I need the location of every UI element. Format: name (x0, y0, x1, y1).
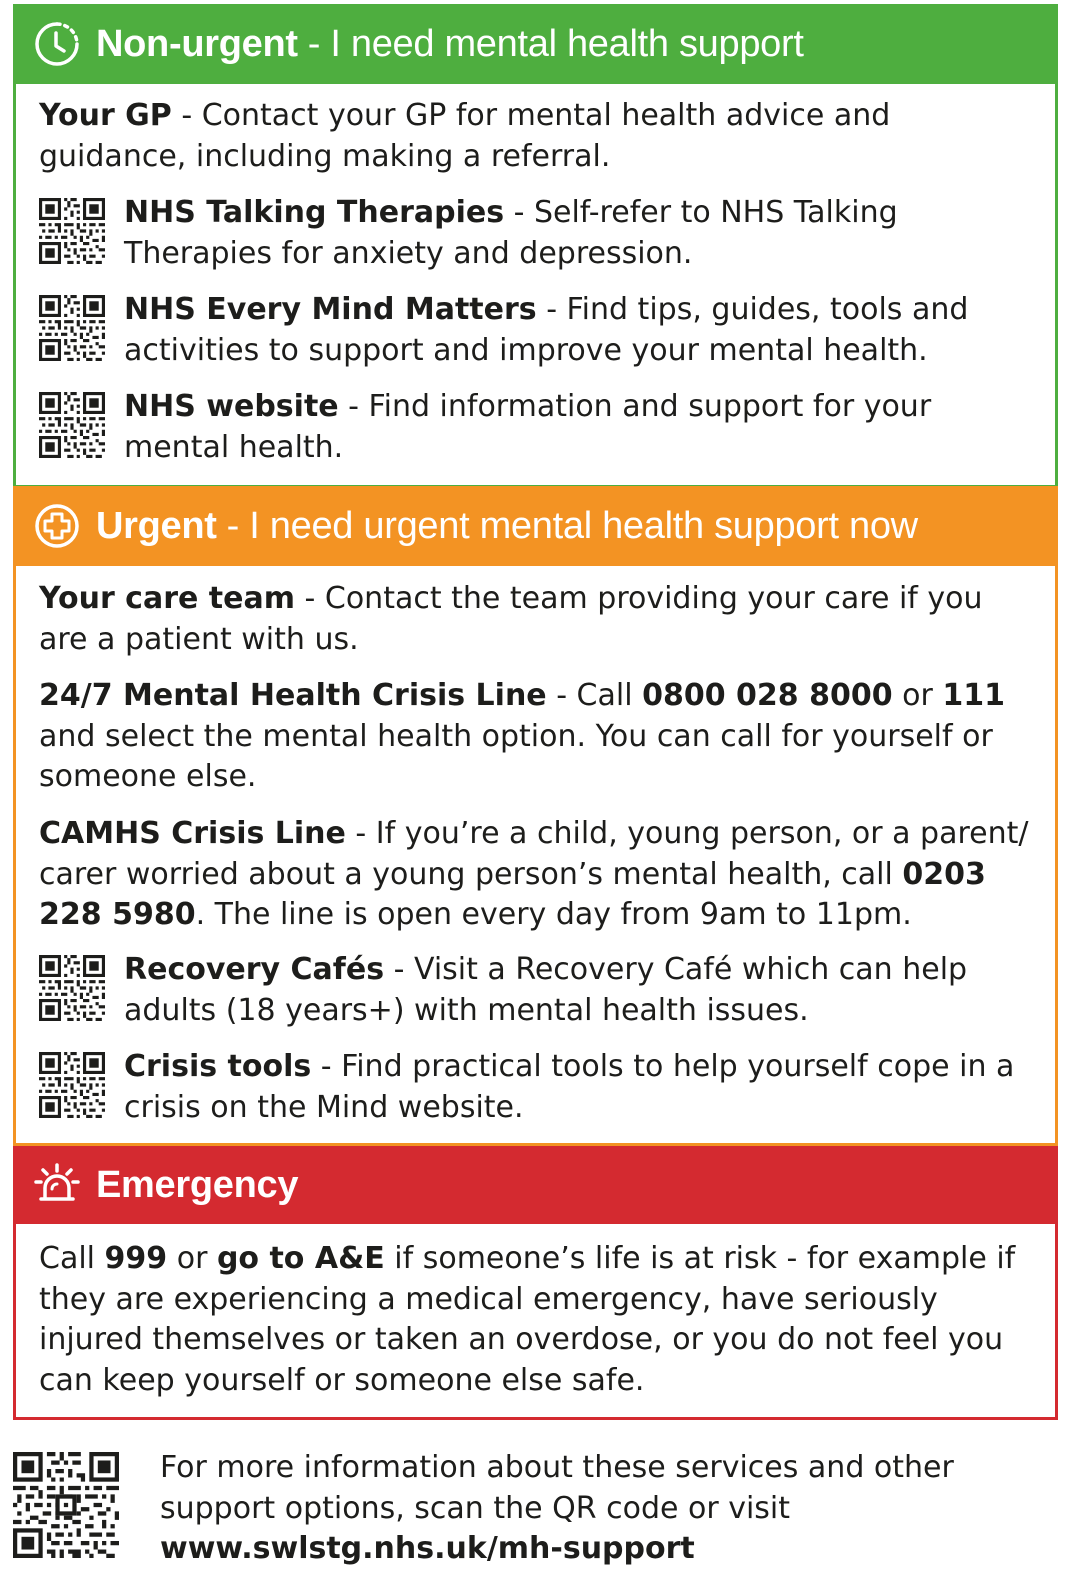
emergency-call: Call (39, 1241, 105, 1276)
care-team-entry (39, 579, 1037, 660)
crisis-tools-name: Crisis tools (124, 1049, 312, 1084)
crisis-line-entry (39, 676, 1037, 798)
emergency-desc: if someone’s life is at risk - for example if they are experiencing a medical emergency, have seriously injured themselves or taken an overdose, or you do not feel you can keep yourself or someone else safe. (39, 1241, 1016, 1398)
plus-circle-icon (32, 501, 82, 551)
every-mind-matters-entry (39, 290, 1037, 371)
clock-icon (32, 19, 82, 69)
recovery-cafes-desc: - Visit a Recovery Café which can help adults (18 years+) with mental health issues. (124, 952, 968, 1028)
recovery-cafes-name: Recovery Cafés (124, 952, 385, 987)
emergency-number[interactable]: 999 (104, 1241, 168, 1276)
non-urgent-header (13, 4, 1058, 84)
emergency-section (13, 1146, 1058, 1420)
urgent-subtitle: - I need urgent mental health support now (226, 504, 918, 547)
emergency-text (39, 1239, 1037, 1401)
urgent-section (13, 486, 1058, 1146)
emergency-ae: go to A&E (216, 1241, 385, 1276)
camhs-hours: . The line is open every day from 9am to 11pm. (195, 897, 912, 932)
crisis-line-or: or (892, 678, 943, 713)
gp-entry (39, 96, 1037, 177)
every-mind-matters-desc: - Find tips, guides, tools and activities to support and improve your mental health. (124, 292, 969, 368)
crisis-line-alt-phone[interactable]: 111 (942, 678, 1005, 713)
urgent-body (13, 566, 1058, 1146)
footer (13, 1448, 1058, 1568)
camhs-name: CAMHS Crisis Line (39, 816, 346, 851)
emergency-body (13, 1224, 1058, 1420)
non-urgent-section (13, 4, 1058, 488)
gp-desc: - Contact your GP for mental health advice and guidance, including making a referral. (39, 98, 891, 174)
camhs-desc: - If you’re a child, young person, or a parent/ carer worried about a young person’s mental health, call (39, 816, 1029, 892)
every-mind-matters-name: NHS Every Mind Matters (124, 292, 537, 327)
qr-code-icon[interactable] (39, 955, 105, 1021)
recovery-cafes-entry (39, 950, 1037, 1031)
care-team-name: Your care team (39, 581, 295, 616)
camhs-entry (39, 814, 1037, 936)
qr-code-icon[interactable] (39, 1052, 105, 1118)
nhs-website-name: NHS website (124, 389, 339, 424)
urgent-header (13, 486, 1058, 566)
nhs-website-entry (39, 387, 1037, 468)
talking-therapies-entry (39, 193, 1037, 274)
talking-therapies-name: NHS Talking Therapies (124, 195, 505, 230)
emergency-header (13, 1146, 1058, 1224)
crisis-line-phone[interactable]: 0800 028 8000 (642, 678, 893, 713)
emergency-title: Emergency (96, 1163, 299, 1206)
qr-code-icon[interactable] (39, 392, 105, 458)
qr-code-icon[interactable] (39, 198, 105, 264)
nhs-website-desc: - Find information and support for your mental health. (124, 389, 932, 465)
gp-name: Your GP (39, 98, 172, 133)
crisis-line-name: 24/7 Mental Health Crisis Line (39, 678, 547, 713)
qr-code-icon[interactable] (39, 295, 105, 361)
qr-code-icon[interactable] (13, 1450, 119, 1560)
non-urgent-body (13, 84, 1058, 488)
footer-info: For more information about these services and other support options, scan the QR code or visit (160, 1450, 954, 1526)
footer-text (160, 1448, 1058, 1570)
non-urgent-subtitle: - I need mental health support (307, 22, 804, 65)
crisis-tools-desc: - Find practical tools to help yourself cope in a crisis on the Mind website. (124, 1049, 1015, 1125)
care-team-desc: - Contact the team providing your care if you are a patient with us. (39, 581, 983, 657)
crisis-line-desc-end: and select the mental health option. You can call for yourself or someone else. (39, 718, 993, 794)
urgent-title: Urgent (96, 504, 217, 547)
footer-url-link[interactable]: www.swlstg.nhs.uk/mh-support (160, 1531, 695, 1566)
emergency-or: or (167, 1241, 217, 1276)
siren-icon (32, 1160, 82, 1210)
camhs-phone[interactable]: 0203 228 5980 (39, 856, 986, 932)
talking-therapies-desc: - Self-refer to NHS Talking Therapies for anxiety and depression. (124, 195, 898, 271)
crisis-tools-entry (39, 1047, 1037, 1128)
crisis-line-desc: - Call (546, 678, 643, 713)
non-urgent-title: Non-urgent (96, 22, 298, 65)
